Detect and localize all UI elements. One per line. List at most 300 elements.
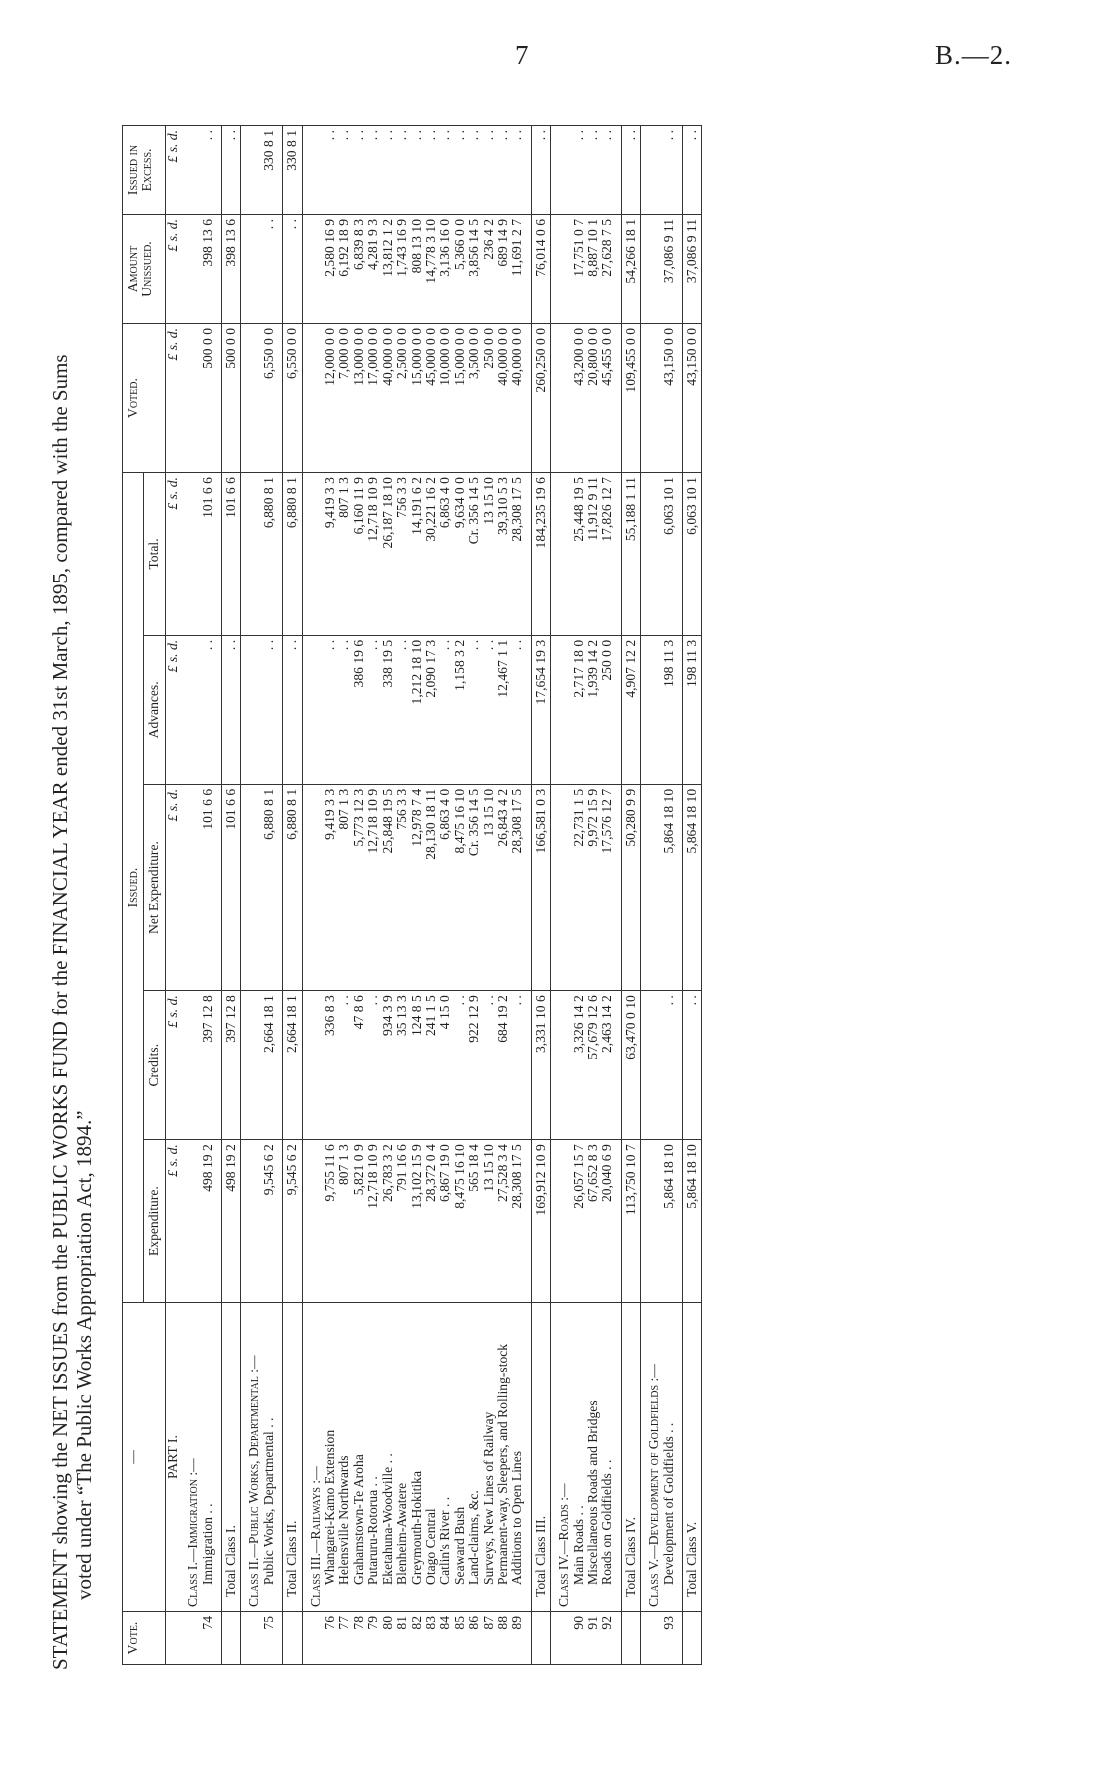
advances-cell: 1,212 18 10 — [410, 635, 424, 784]
vote-number: 86 — [467, 1612, 481, 1665]
excess-cell: . . — [510, 126, 524, 215]
col-total: Total. — [144, 473, 165, 636]
col-issued: Issued. — [123, 473, 144, 1303]
class-total-label: Total Class V. — [683, 1303, 702, 1612]
excess-cell: . . — [600, 126, 614, 215]
col-description: — — [123, 1303, 166, 1612]
expenditure-cell: 9,545 6 2 — [262, 1140, 276, 1303]
excess-cell: . . — [453, 126, 467, 215]
total-voted-cell: 6,550 0 0 — [283, 324, 302, 473]
vote-cell — [531, 1612, 550, 1665]
advances-cell: 198 11 3 — [662, 635, 676, 784]
voted-cell: 45,000 0 0 — [424, 324, 438, 473]
empty-cell — [186, 215, 200, 324]
advances-cell: . . — [395, 635, 409, 784]
excess-cell: . . — [662, 126, 676, 215]
excess-cell: . . — [323, 126, 337, 215]
table-row — [438, 126, 452, 1665]
excess-cell: . . — [438, 126, 452, 215]
total-advances-cell: 17,654 19 3 — [531, 635, 550, 784]
item-description: Roads on Goldfields . . — [600, 1303, 614, 1612]
credits-cell: 47 8 6 — [352, 991, 366, 1140]
total-cell: 14,191 6 2 — [410, 473, 424, 636]
net-cell: 5,773 12 3 — [352, 784, 366, 990]
total-cell: 26,187 18 10 — [381, 473, 395, 636]
total-advances-cell: . . — [222, 635, 241, 784]
class-heading: Class V.—Development of Goldfields :— — [647, 1303, 661, 1612]
total-excess-cell: . . — [531, 126, 550, 215]
unissued-cell: 4,281 9 3 — [366, 215, 380, 324]
unissued-cell: 17,751 0 7 — [572, 215, 586, 324]
vote-number: 81 — [395, 1612, 409, 1665]
excess-cell: 330 8 1 — [262, 126, 276, 215]
vote-number: 87 — [482, 1612, 496, 1665]
col-credits: Credits. — [144, 991, 165, 1140]
vote-number: 85 — [453, 1612, 467, 1665]
expenditure-cell: 26,057 15 7 — [572, 1140, 586, 1303]
expenditure-cell: 13 15 10 — [482, 1140, 496, 1303]
vote-number: 77 — [337, 1612, 351, 1665]
advances-cell: 2,090 17 3 — [424, 635, 438, 784]
unissued-cell: 6,839 8 3 — [352, 215, 366, 324]
expenditure-cell: 12,718 10 9 — [366, 1140, 380, 1303]
expenditure-cell: 67,652 8 3 — [586, 1140, 600, 1303]
net-cell: 9,972 15 9 — [586, 784, 600, 990]
empty-cell — [309, 324, 323, 473]
table-row — [410, 126, 424, 1665]
advances-cell: 338 19 5 — [381, 635, 395, 784]
expenditure-cell: 26,783 3 2 — [381, 1140, 395, 1303]
voted-cell: 250 0 0 — [482, 324, 496, 473]
empty-cell — [557, 126, 571, 215]
unissued-cell: 8,887 10 1 — [586, 215, 600, 324]
total-cell: 11,912 9 11 — [586, 473, 600, 636]
total-unissued-cell: 398 13 6 — [222, 215, 241, 324]
voted-cell: 7,000 0 0 — [337, 324, 351, 473]
empty-cell — [309, 784, 323, 990]
total-advances-cell: 4,907 12 2 — [621, 635, 640, 784]
total-cell: 13 15 10 — [482, 473, 496, 636]
total-total-cell: 6,880 8 1 — [283, 473, 302, 636]
voted-cell: 13,000 0 0 — [352, 324, 366, 473]
net-cell: 28,130 18 11 — [424, 784, 438, 990]
vote-number: 76 — [323, 1612, 337, 1665]
empty-cell — [309, 473, 323, 636]
excess-cell: . . — [381, 126, 395, 215]
item-description: Catlin's River . . — [438, 1303, 452, 1612]
class-total-row — [222, 126, 241, 1665]
empty-cell — [557, 991, 571, 1140]
net-cell: Cr. 356 14 5 — [467, 784, 481, 990]
statement-sheet — [40, 80, 1114, 1740]
excess-cell: . . — [467, 126, 481, 215]
title-line-2: voted under “The Public Works Appropriation Act, 1894.” — [72, 1110, 96, 1600]
item-description: Otago Central — [424, 1303, 438, 1612]
item-description: Land-claims, &c. — [467, 1303, 481, 1612]
voted-cell: 12,000 0 0 — [323, 324, 337, 473]
item-description: Helensville Northwards — [337, 1303, 351, 1612]
item-description: Main Roads . . — [572, 1303, 586, 1612]
vote-number: 79 — [366, 1612, 380, 1665]
voted-cell: 43,150 0 0 — [662, 324, 676, 473]
empty-cell — [309, 215, 323, 324]
col-voted: Voted. — [123, 324, 166, 473]
net-cell: 22,731 1 5 — [572, 784, 586, 990]
unissued-cell: 3,136 16 0 — [438, 215, 452, 324]
expenditure-cell: 20,040 6 9 — [600, 1140, 614, 1303]
class-heading: Class III.—Railways :— — [309, 1303, 323, 1612]
col-issued-in-excess: Issued in Excess. — [123, 126, 166, 215]
class-heading-row — [247, 126, 261, 1665]
total-excess-cell: . . — [683, 126, 702, 215]
voted-cell: 20,800 0 0 — [586, 324, 600, 473]
vote-cell — [283, 1612, 302, 1665]
vote-number: 75 — [262, 1612, 276, 1665]
class-heading-row — [647, 126, 661, 1665]
total-total-cell: 55,188 1 11 — [621, 473, 640, 636]
net-cell: 756 3 3 — [395, 784, 409, 990]
advances-cell: . . — [323, 635, 337, 784]
credits-cell: . . — [662, 991, 676, 1140]
unissued-cell: 11,691 2 7 — [510, 215, 524, 324]
unissued-cell: 14,778 3 10 — [424, 215, 438, 324]
total-cell: 39,310 5 3 — [496, 473, 510, 636]
credits-cell: . . — [510, 991, 524, 1140]
col-expenditure: Expenditure. — [144, 1140, 165, 1303]
total-cell: 9,419 3 3 — [323, 473, 337, 636]
table-row — [453, 126, 467, 1665]
voted-cell: 10,000 0 0 — [438, 324, 452, 473]
expenditure-cell: 5,821 0 9 — [352, 1140, 366, 1303]
unit-label: £ s. d. — [165, 126, 180, 215]
col-vote: Vote. — [123, 1612, 166, 1665]
total-voted-cell: 260,250 0 0 — [531, 324, 550, 473]
vote-cell — [222, 1612, 241, 1665]
class-total-row — [283, 126, 302, 1665]
table-row — [572, 126, 586, 1665]
table-row — [482, 126, 496, 1665]
empty-cell — [247, 784, 261, 990]
unit-label: £ s. d. — [165, 473, 180, 636]
excess-cell: . . — [424, 126, 438, 215]
empty-cell — [309, 635, 323, 784]
credits-cell: 35 13 3 — [395, 991, 409, 1140]
item-description: Miscellaneous Roads and Bridges — [586, 1303, 600, 1612]
expenditure-cell: 807 1 3 — [337, 1140, 351, 1303]
empty-cell — [309, 991, 323, 1140]
total-credits-cell: 397 12 8 — [222, 991, 241, 1140]
table-row — [600, 126, 614, 1665]
item-description: Eketahuna-Woodville . . — [381, 1303, 395, 1612]
class-heading: Class I.—Immigration :— — [186, 1303, 200, 1612]
expenditure-cell: 28,308 17 5 — [510, 1140, 524, 1303]
unissued-cell: 13,812 1 2 — [381, 215, 395, 324]
excess-cell: . . — [586, 126, 600, 215]
credits-cell: 2,664 18 1 — [262, 991, 276, 1140]
table-row — [323, 126, 337, 1665]
unissued-cell: 5,366 0 0 — [453, 215, 467, 324]
vote-number: 90 — [572, 1612, 586, 1665]
total-expenditure-cell: 9,545 6 2 — [283, 1140, 302, 1303]
credits-cell: 684 19 2 — [496, 991, 510, 1140]
net-cell: 6,863 4 0 — [438, 784, 452, 990]
total-advances-cell: 198 11 3 — [683, 635, 702, 784]
empty-cell — [557, 324, 571, 473]
total-credits-cell: 2,664 18 1 — [283, 991, 302, 1140]
vote-cell — [647, 1612, 661, 1665]
vote-number: 78 — [352, 1612, 366, 1665]
excess-cell: . . — [201, 126, 215, 215]
total-credits-cell: . . — [683, 991, 702, 1140]
class-heading: Class II.—Public Works, Departmental :— — [247, 1303, 261, 1612]
voted-cell: 40,000 0 0 — [496, 324, 510, 473]
unissued-cell: 2,580 16 9 — [323, 215, 337, 324]
statement-title — [48, 80, 96, 1670]
total-cell: 807 1 3 — [337, 473, 351, 636]
class-total-label: Total Class I. — [222, 1303, 241, 1612]
vote-number: 84 — [438, 1612, 452, 1665]
vote-cell — [247, 1612, 261, 1665]
item-description: Grahamstown-Te Aroha — [352, 1303, 366, 1612]
total-unissued-cell: 37,086 9 11 — [683, 215, 702, 324]
empty-cell — [186, 324, 200, 473]
unissued-cell: 689 14 9 — [496, 215, 510, 324]
item-description: Greymouth-Hokitika — [410, 1303, 424, 1612]
expenditure-cell: 565 18 4 — [467, 1140, 481, 1303]
table-row — [201, 126, 215, 1665]
total-advances-cell: . . — [283, 635, 302, 784]
vote-number: 74 — [201, 1612, 215, 1665]
table-row — [662, 126, 676, 1665]
excess-cell: . . — [572, 126, 586, 215]
unit-label: £ s. d. — [165, 215, 180, 324]
total-expenditure-cell: 5,864 18 10 — [683, 1140, 702, 1303]
empty-cell — [647, 991, 661, 1140]
advances-cell: . . — [438, 635, 452, 784]
advances-cell: 250 0 0 — [600, 635, 614, 784]
expenditure-cell: 498 19 2 — [201, 1140, 215, 1303]
total-cell: 17,826 12 7 — [600, 473, 614, 636]
net-issues-table — [122, 125, 702, 1665]
net-cell: 8,475 16 10 — [453, 784, 467, 990]
advances-cell: 1,939 14 2 — [586, 635, 600, 784]
voted-cell: 15,000 0 0 — [453, 324, 467, 473]
expenditure-cell: 13,102 15 9 — [410, 1140, 424, 1303]
empty-cell — [247, 324, 261, 473]
vote-number: 92 — [600, 1612, 614, 1665]
total-cell: 756 3 3 — [395, 473, 409, 636]
excess-cell: . . — [366, 126, 380, 215]
excess-cell: . . — [482, 126, 496, 215]
credits-cell: . . — [482, 991, 496, 1140]
unit-label: £ s. d. — [165, 635, 180, 784]
credits-cell: . . — [337, 991, 351, 1140]
class-total-label: Total Class III. — [531, 1303, 550, 1612]
net-cell: 13 15 10 — [482, 784, 496, 990]
part-label: PART I. — [165, 1303, 180, 1612]
vote-number: 93 — [662, 1612, 676, 1665]
unissued-cell: 236 4 2 — [482, 215, 496, 324]
total-cell: Cr. 356 14 5 — [467, 473, 481, 636]
table-row — [381, 126, 395, 1665]
total-total-cell: 101 6 6 — [222, 473, 241, 636]
credits-cell: 3,326 14 2 — [572, 991, 586, 1140]
class-total-row — [531, 126, 550, 1665]
empty-cell — [247, 991, 261, 1140]
vote-number: 82 — [410, 1612, 424, 1665]
total-cell: 9,634 0 0 — [453, 473, 467, 636]
total-cell: 101 6 6 — [201, 473, 215, 636]
total-excess-cell: . . — [621, 126, 640, 215]
item-description: Permanent-way, Sleepers, and Rolling-stock — [496, 1303, 510, 1612]
total-unissued-cell: 54,266 18 1 — [621, 215, 640, 324]
expenditure-cell: 28,372 0 4 — [424, 1140, 438, 1303]
credits-cell: . . — [366, 991, 380, 1140]
credits-cell: 922 12 9 — [467, 991, 481, 1140]
empty-cell — [557, 473, 571, 636]
empty-cell — [247, 215, 261, 324]
credits-cell: 336 8 3 — [323, 991, 337, 1140]
item-description: Whangarei-Kamo Extension — [323, 1303, 337, 1612]
unissued-cell: 3,856 14 5 — [467, 215, 481, 324]
total-excess-cell: . . — [222, 126, 241, 215]
excess-cell: . . — [337, 126, 351, 215]
item-description: Putaruru-Rotorua . . — [366, 1303, 380, 1612]
empty-cell — [647, 635, 661, 784]
empty-cell — [309, 1140, 323, 1303]
document-reference: B.—2. — [935, 40, 1013, 70]
empty-cell — [647, 215, 661, 324]
unissued-cell: 1,743 16 9 — [395, 215, 409, 324]
vote-number: 88 — [496, 1612, 510, 1665]
total-cell: 6,160 11 9 — [352, 473, 366, 636]
net-cell: 5,864 18 10 — [662, 784, 676, 990]
empty-cell — [247, 126, 261, 215]
net-cell: 9,419 3 3 — [323, 784, 337, 990]
total-voted-cell: 43,150 0 0 — [683, 324, 702, 473]
col-advances: Advances. — [144, 635, 165, 784]
empty-cell — [647, 126, 661, 215]
advances-cell: 386 19 6 — [352, 635, 366, 784]
item-description: Immigration . . — [201, 1303, 215, 1612]
expenditure-cell: 5,864 18 10 — [662, 1140, 676, 1303]
item-description: Surveys, New Lines of Railway — [482, 1303, 496, 1612]
vote-number: 91 — [586, 1612, 600, 1665]
total-voted-cell: 500 0 0 — [222, 324, 241, 473]
credits-cell: 2,463 14 2 — [600, 991, 614, 1140]
item-description: Additions to Open Lines — [510, 1303, 524, 1612]
empty-cell — [247, 635, 261, 784]
voted-cell: 40,000 0 0 — [510, 324, 524, 473]
total-credits-cell: 3,331 10 6 — [531, 991, 550, 1140]
unit-label: £ s. d. — [165, 324, 180, 473]
credits-cell: 4 15 0 — [438, 991, 452, 1140]
class-heading: Class IV.—Roads :— — [557, 1303, 571, 1612]
table-row — [586, 126, 600, 1665]
total-total-cell: 6,063 10 1 — [683, 473, 702, 636]
class-total-row — [683, 126, 702, 1665]
total-cell: 6,863 4 0 — [438, 473, 452, 636]
vote-cell — [557, 1612, 571, 1665]
empty-cell — [647, 784, 661, 990]
voted-cell: 43,200 0 0 — [572, 324, 586, 473]
excess-cell: . . — [352, 126, 366, 215]
advances-cell: 2,717 18 0 — [572, 635, 586, 784]
empty-cell — [186, 473, 200, 636]
class-heading-row — [309, 126, 323, 1665]
empty-cell — [186, 1140, 200, 1303]
empty-cell — [647, 1140, 661, 1303]
unit-label: £ s. d. — [165, 991, 180, 1140]
empty-cell — [186, 784, 200, 990]
class-heading-row — [186, 126, 200, 1665]
col-amount-unissued: Amount Unissued. — [123, 215, 166, 324]
total-net-cell: 5,864 18 10 — [683, 784, 702, 990]
voted-cell: 17,000 0 0 — [366, 324, 380, 473]
total-cell: 28,308 17 5 — [510, 473, 524, 636]
vote-cell — [621, 1612, 640, 1665]
table-row — [424, 126, 438, 1665]
net-cell: 25,848 19 5 — [381, 784, 395, 990]
total-cell: 25,448 19 5 — [572, 473, 586, 636]
advances-cell: 12,467 1 1 — [496, 635, 510, 784]
total-expenditure-cell: 169,912 10 9 — [531, 1140, 550, 1303]
credits-cell: 934 3 9 — [381, 991, 395, 1140]
advances-cell: . . — [337, 635, 351, 784]
item-description: Blenheim-Awatere — [395, 1303, 409, 1612]
vote-cell — [186, 1612, 200, 1665]
voted-cell: 45,455 0 0 — [600, 324, 614, 473]
total-net-cell: 50,280 9 9 — [621, 784, 640, 990]
voted-cell: 6,550 0 0 — [262, 324, 276, 473]
empty-cell — [557, 784, 571, 990]
unissued-cell: 398 13 6 — [201, 215, 215, 324]
vote-number: 83 — [424, 1612, 438, 1665]
class-total-label: Total Class IV. — [621, 1303, 640, 1612]
total-voted-cell: 109,455 0 0 — [621, 324, 640, 473]
item-description: Development of Goldfields . . — [662, 1303, 676, 1612]
unit-label: £ s. d. — [165, 1140, 180, 1303]
total-net-cell: 166,581 0 3 — [531, 784, 550, 990]
unit-label: £ s. d. — [165, 784, 180, 990]
total-net-cell: 6,880 8 1 — [283, 784, 302, 990]
advances-cell: 1,158 3 2 — [453, 635, 467, 784]
advances-cell: . . — [262, 635, 276, 784]
empty-cell — [557, 635, 571, 784]
expenditure-cell: 9,755 11 6 — [323, 1140, 337, 1303]
voted-cell: 3,500 0 0 — [467, 324, 481, 473]
title-line-1: STATEMENT showing the NET ISSUES from the PUBLIC WORKS FUND for the FINANCIAL YEAR ended 31st March, 1895, compared with the Sums — [48, 354, 72, 1670]
table-row — [395, 126, 409, 1665]
table-row — [262, 126, 276, 1665]
table-row — [337, 126, 351, 1665]
advances-cell: . . — [510, 635, 524, 784]
table-row — [510, 126, 524, 1665]
excess-cell: . . — [496, 126, 510, 215]
total-cell: 30,221 16 2 — [424, 473, 438, 636]
total-credits-cell: 63,470 0 10 — [621, 991, 640, 1140]
vote-number: 80 — [381, 1612, 395, 1665]
empty-cell — [309, 126, 323, 215]
total-excess-cell: 330 8 1 — [283, 126, 302, 215]
net-cell: 26,843 4 2 — [496, 784, 510, 990]
unissued-cell: 6,192 18 9 — [337, 215, 351, 324]
advances-cell: . . — [482, 635, 496, 784]
total-cell: 6,063 10 1 — [662, 473, 676, 636]
credits-cell: 241 1 5 — [424, 991, 438, 1140]
excess-cell: . . — [395, 126, 409, 215]
net-cell: 17,576 12 7 — [600, 784, 614, 990]
